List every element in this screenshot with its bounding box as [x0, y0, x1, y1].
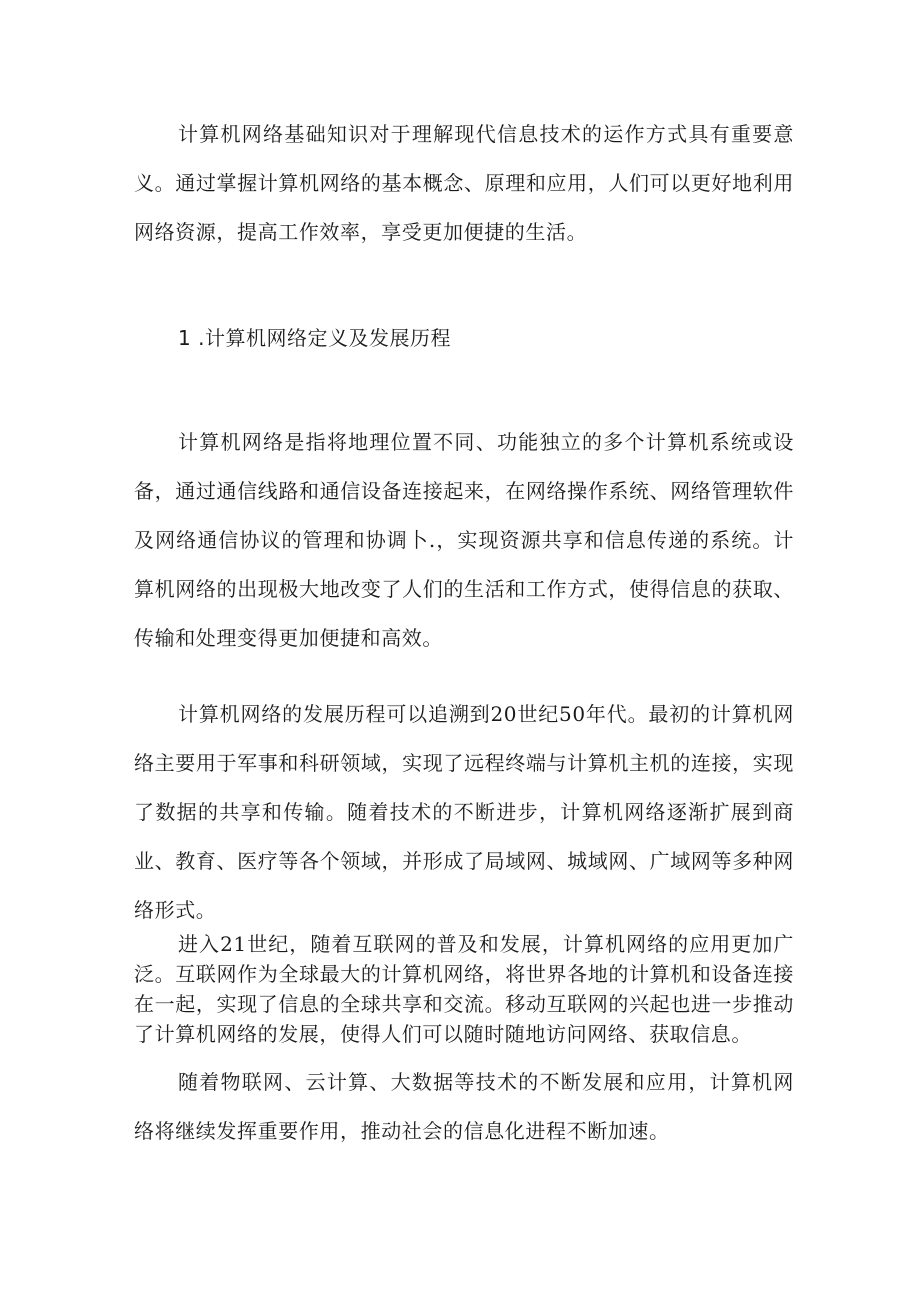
intro-paragraph: 计算机网络基础知识对于理解现代信息技术的运作方式具有重要意义。通过掌握计算机网络的基本概念、原理和应用，人们可以更好地利用网络资源，提高工作效率，享受更加便捷的生活。: [134, 122, 794, 244]
history-paragraph: 计算机网络的发展历程可以追溯到20世纪50年代。最初的计算机网络主要用于军事和科研领域，实现了远程终端与计算机主机的连接，实现了数据的共享和传输。随着技术的不断进步，计算机网络逐渐扩展到商业、教育、医疗等各个领域，并形成了局域网、城域网、广域网等多种网络形式。: [134, 702, 794, 922]
future-paragraph: 随着物联网、云计算、大数据等技术的不断发展和应用，计算机网络将继续发挥重要作用，推动社会的信息化进程不断加速。: [134, 1070, 794, 1143]
section-heading: 1 .计算机网络定义及发展历程: [178, 326, 451, 350]
definition-paragraph: 计算机网络是指将地理位置不同、功能独立的多个计算机系统或设备，通过通信线路和通信设备连接起来，在网络操作系统、网络管理软件及网络通信协议的管理和协调卜.，实现资源共享和信息传递的系统。计算机网络的出现极大地改变了人们的生活和工作方式，使得信息的获取、传输和处理变得更加便捷和高效。: [134, 430, 794, 650]
internet-era-paragraph: 进入21世纪，随着互联网的普及和发展，计算机网络的应用更加广泛。互联网作为全球最大的计算机网络，将世界各地的计算机和设备连接在一起，实现了信息的全球共享和交流。移动互联网的兴起也进一步推动了计算机网络的发展，使得人们可以随时随地访问网络、获取信息。: [134, 932, 794, 1046]
